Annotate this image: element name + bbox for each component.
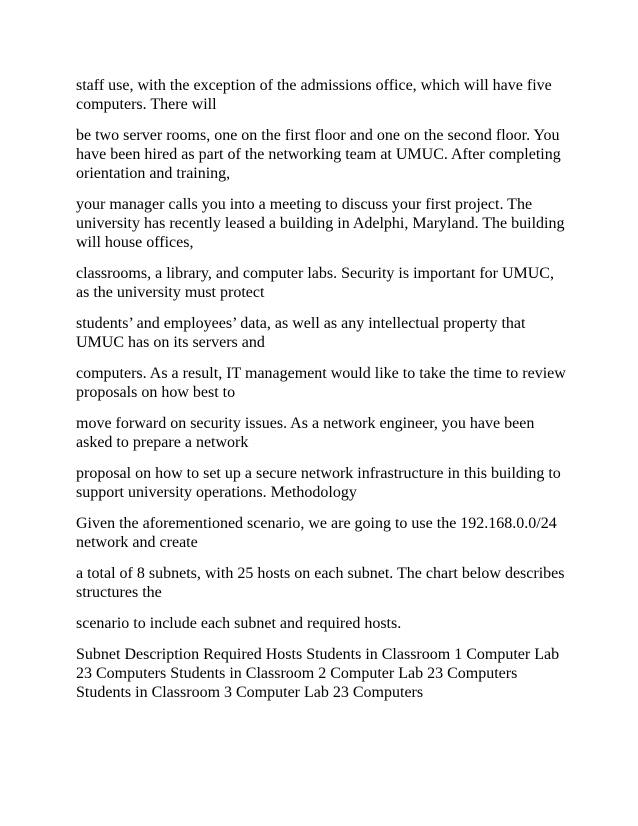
paragraph-1: staff use, with the exception of the admissions office, which will have five computers. There will [76,77,552,113]
paragraph-4: classrooms, a library, and computer labs. Security is important for UMUC, as the university must protect [76,265,554,301]
paragraph-10: a total of 8 subnets, with 25 hosts on each subnet. The chart below describes structures the [76,565,565,601]
document-body [76,76,566,714]
paragraph-11: scenario to include each subnet and required hosts. [76,615,402,632]
paragraph-8: proposal on how to set up a secure network infrastructure in this building to support university operations. Methodology [76,465,561,501]
paragraph-3: your manager calls you into a meeting to discuss your first project. The university has recently leased a building in Adelphi, Maryland. The building will house offices, [76,196,565,251]
paragraph-6: computers. As a result, IT management would like to take the time to review proposals on how best to [76,365,566,401]
paragraph-9: Given the aforementioned scenario, we are going to use the 192.168.0.0/24 network and create [76,515,557,551]
paragraph-12: Subnet Description Required Hosts Students in Classroom 1 Computer Lab 23 Computers Students in Classroom 2 Computer Lab 23 Computers Students in Classroom 3 Computer Lab 23 Computers [76,646,560,701]
paragraph-7: move forward on security issues. As a network engineer, you have been asked to prepare a network [76,415,535,451]
paragraph-5: students’ and employees’ data, as well as any intellectual property that UMUC has on its servers and [76,315,526,351]
paragraph-2: be two server rooms, one on the first floor and one on the second floor. You have been hired as part of the networking team at UMUC. After completing orientation and training, [76,127,561,182]
